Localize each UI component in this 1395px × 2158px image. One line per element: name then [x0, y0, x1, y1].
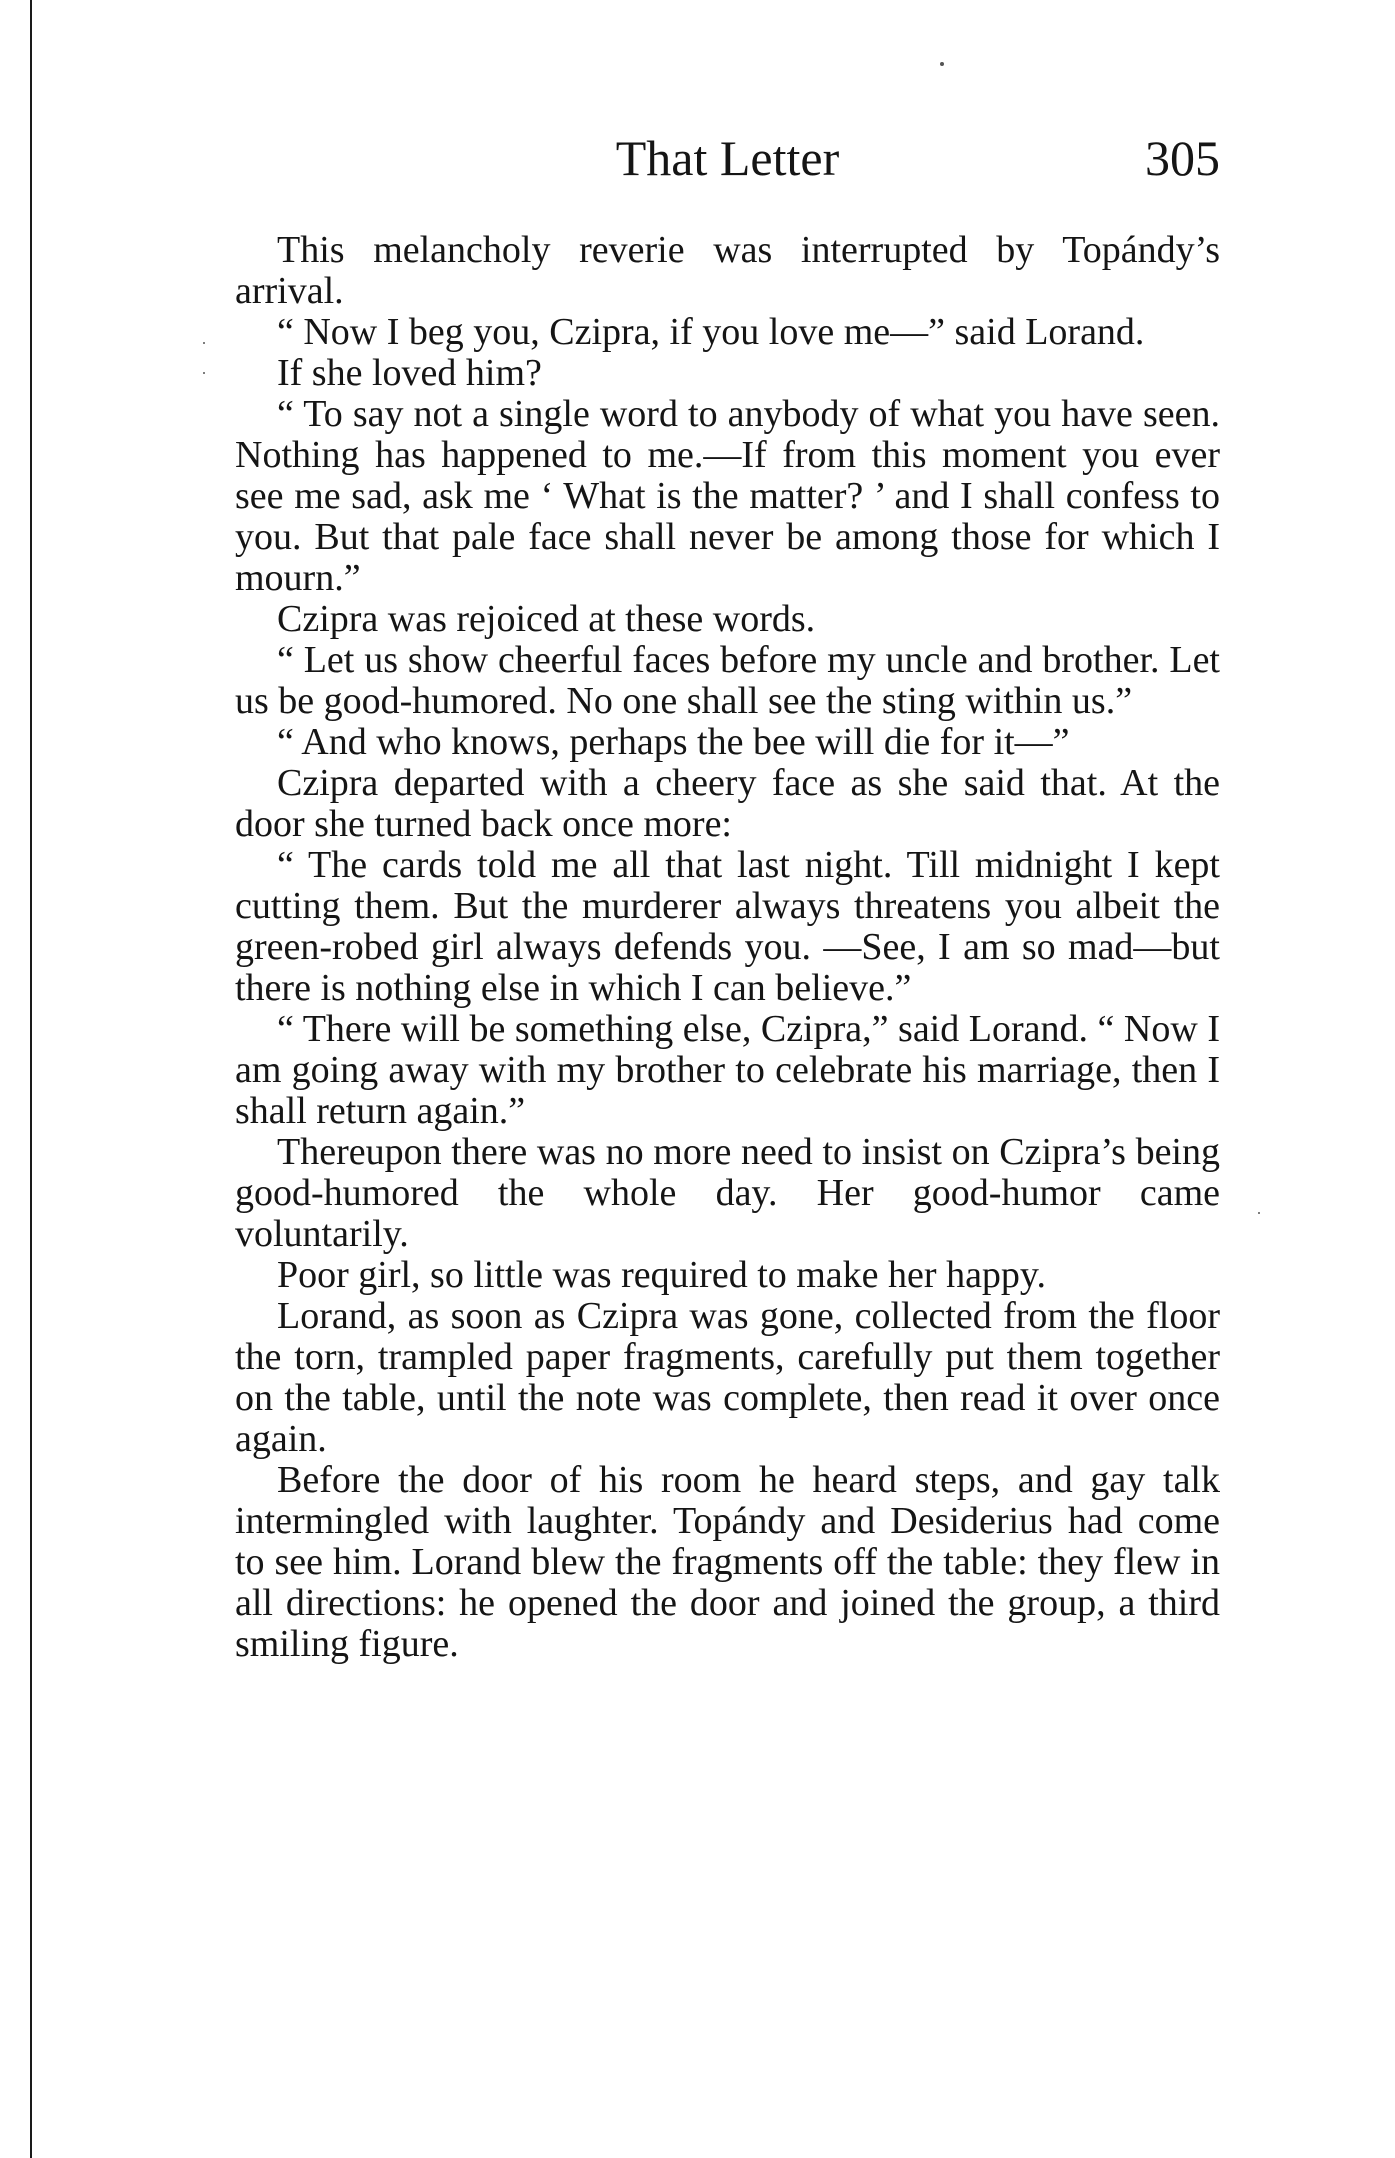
paragraph: “ And who knows, perhaps the bee will die for it—”: [277, 721, 1070, 763]
paragraph: Czipra was rejoiced at these words.: [277, 598, 816, 640]
scan-speck: [940, 62, 944, 66]
scan-speck: [1258, 1212, 1260, 1214]
paragraph: “ The cards told me all that last night. Till midnight I kept cutting them. But the murderer always threatens you albeit the green-robed girl always defends you. —See, I am so mad—but there is nothing else in which I can believe.”: [235, 844, 1220, 1009]
paragraph: “ To say not a single word to anybody of what you have seen. Nothing has happened to me.—If from this moment you ever see me sad, ask me ‘ What is the matter? ’ and I shall confess to you. But that pale face shall never be among those for which I mourn.”: [235, 393, 1220, 599]
paragraph: This melancholy reverie was interrupted by Topándy’s arrival.: [235, 229, 1220, 312]
scan-speck: [203, 342, 205, 344]
paragraph: Thereupon there was no more need to insist on Czipra’s being good-humored the whole day. Her good-humor came voluntarily.: [235, 1131, 1220, 1255]
paragraph: Poor girl, so little was required to make her happy.: [277, 1254, 1046, 1296]
page-header: [235, 128, 1220, 188]
body-text: [235, 230, 1220, 1665]
scan-speck: [203, 372, 205, 374]
page-edge-line: [30, 0, 32, 2158]
paragraph: Before the door of his room he heard steps, and gay talk intermingled with laughter. Topándy and Desiderius had come to see him. Lorand blew the fragments off the table: they flew in all directions: he opened the door and joined the group, a third smiling figure.: [235, 1459, 1220, 1665]
running-title: That Letter: [615, 130, 840, 186]
paragraph: “ Let us show cheerful faces before my uncle and brother. Let us be good-humored. No one shall see the sting within us.”: [235, 639, 1220, 722]
paragraph: If she loved him?: [277, 352, 542, 394]
paragraph: “ There will be something else, Czipra,” said Lorand. “ Now I am going away with my brother to celebrate his marriage, then I shall return again.”: [235, 1008, 1220, 1132]
page-number: 305: [1145, 130, 1220, 186]
paragraph: Lorand, as soon as Czipra was gone, collected from the floor the torn, trampled paper fragments, carefully put them together on the table, until the note was complete, then read it over once again.: [235, 1295, 1220, 1460]
paragraph: “ Now I beg you, Czipra, if you love me—” said Lorand.: [277, 311, 1145, 353]
paragraph: Czipra departed with a cheery face as she said that. At the door she turned back once more:: [235, 762, 1220, 845]
